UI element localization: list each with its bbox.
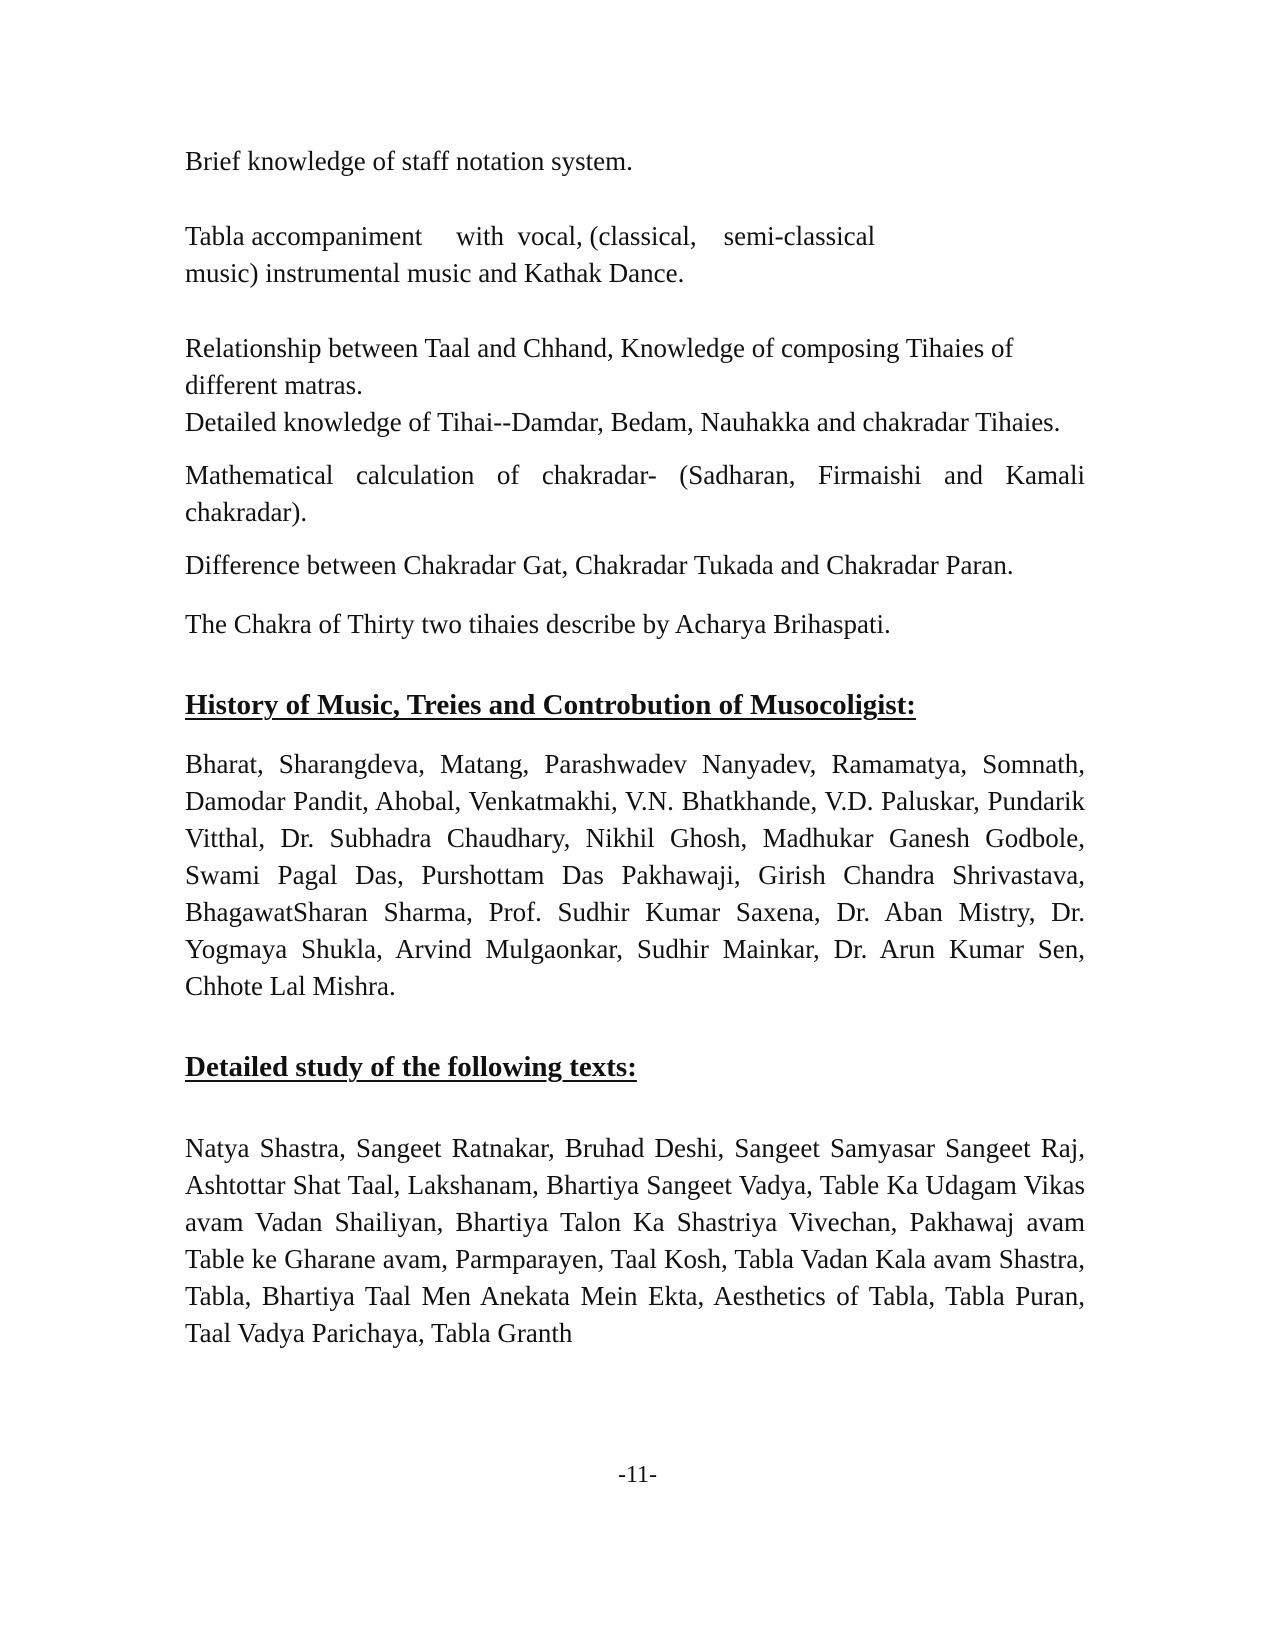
history-section-heading: History of Music, Treies and Controbution of Musocoligist:: [185, 689, 916, 721]
page-content: [185, 143, 1085, 1352]
taal-chhand-paragraph: Relationship between Taal and Chhand, Knowledge of composing Tihaies of different matras.: [185, 333, 1014, 400]
chakradar-calculation-paragraph: Mathematical calculation of chakradar- (Sadharan, Firmaishi and Kamali chakradar).: [185, 460, 1085, 527]
texts-section-body: Natya Shastra, Sangeet Ratnakar, Bruhad Deshi, Sangeet Samyasar Sangeet Raj, Ashtottar Shat Taal, Lakshanam, Bhartiya Sangeet Vadya, Table Ka Udagam Vikas avam Vadan Shailiyan, Bhartiya Talon Ka Shastriya Vivechan, Pakhawaj avam Table ke Gharane avam, Parmparayen, Taal Kosh, Tabla Vadan Kala avam Shastra, Tabla, Bhartiya Taal Men Anekata Mein Ekta, Aesthetics of Tabla, Tabla Puran, Taal Vadya Parichaya, Tabla Granth: [185, 1133, 1085, 1348]
chakradar-difference-paragraph: Difference between Chakradar Gat, Chakradar Tukada and Chakradar Paran.: [185, 550, 1014, 580]
tabla-accompaniment-line-2: music) instrumental music and Kathak Dance.: [185, 258, 685, 288]
tabla-accompaniment-line-1: Tabla accompaniment with vocal, (classical, semi-classical: [185, 221, 876, 251]
chakra-thirty-two-paragraph: The Chakra of Thirty two tihaies describe by Acharya Brihaspati.: [185, 609, 891, 639]
page-number: -11-: [617, 1462, 658, 1488]
texts-section-heading: Detailed study of the following texts:: [185, 1051, 637, 1083]
tihai-detail-paragraph: Detailed knowledge of Tihai--Damdar, Bedam, Nauhakka and chakradar Tihaies.: [185, 407, 1061, 437]
history-section-body: Bharat, Sharangdeva, Matang, Parashwadev Nanyadev, Ramamatya, Somnath, Damodar Pandit, Ahobal, Venkatmakhi, V.N. Bhatkhande, V.D. Paluskar, Pundarik Vitthal, Dr. Subhadra Chaudhary, Nikhil Ghosh, Madhukar Ganesh Godbole, Swami Pagal Das, Purshottam Das Pakhawaji, Girish Chandra Shrivastava, BhagawatSharan Sharma, Prof. Sudhir Kumar Saxena, Dr. Aban Mistry, Dr. Yogmaya Shukla, Arvind Mulgaonkar, Sudhir Mainkar, Dr. Arun Kumar Sen, Chhote Lal Mishra.: [185, 749, 1085, 1001]
staff-notation-paragraph: Brief knowledge of staff notation system.: [185, 146, 633, 176]
